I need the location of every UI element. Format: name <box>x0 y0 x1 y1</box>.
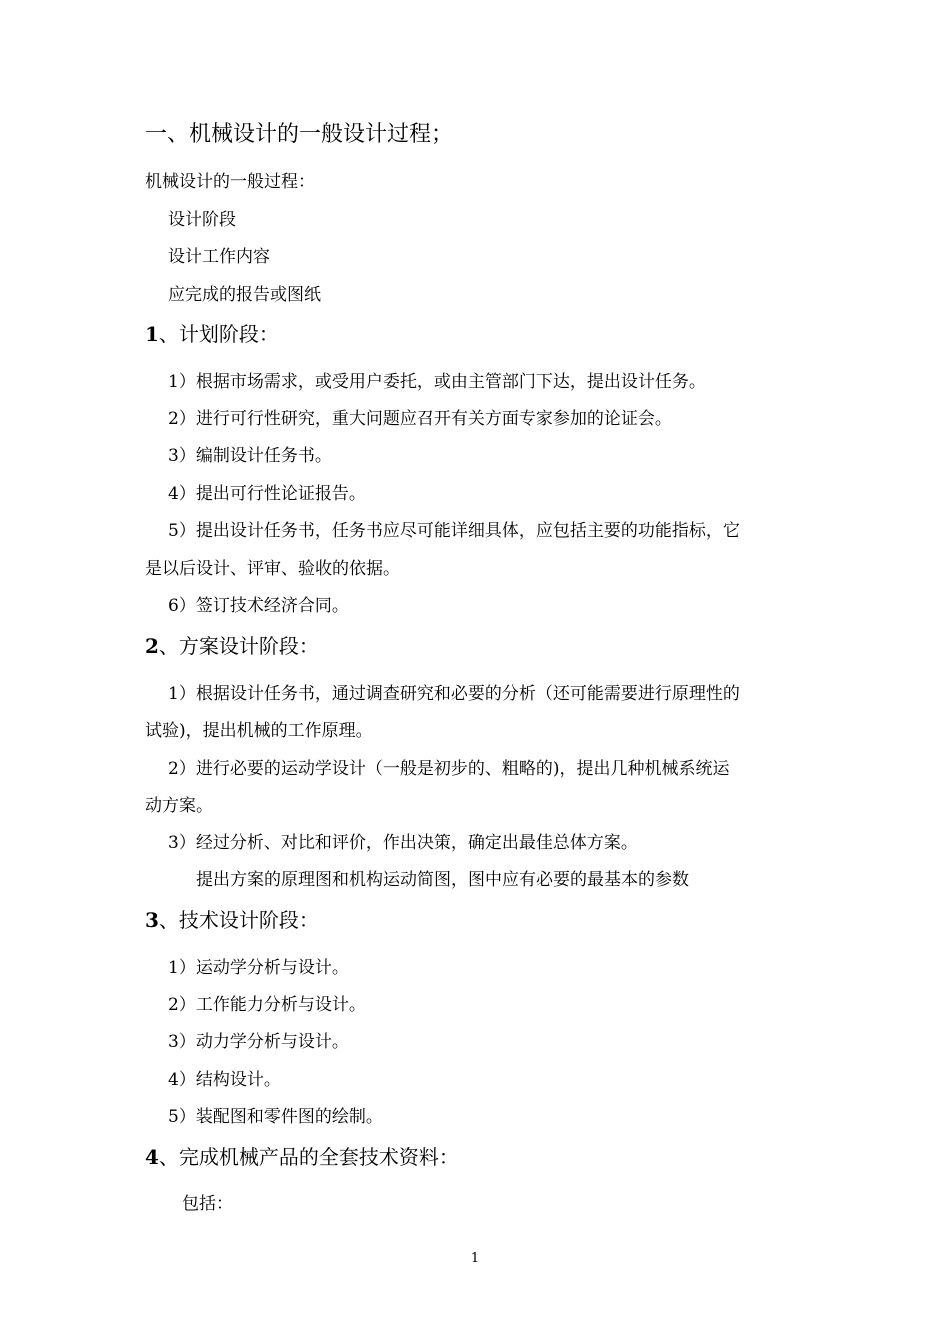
section-1-line-4: 4）提出可行性论证报告。 <box>168 484 366 504</box>
intro-lead: 机械设计的一般过程： <box>145 172 315 192</box>
section-1-heading <box>145 321 279 347</box>
section-3-number: 3 <box>145 908 159 932</box>
section-2-number: 2 <box>145 634 159 658</box>
section-3-line-5: 5）装配图和零件图的绘制。 <box>168 1107 383 1127</box>
intro-item-design-stage: 设计阶段 <box>168 210 236 230</box>
section-1-line-5: 5）提出设计任务书，任务书应尽可能详细具体，应包括主要的功能指标，它 <box>168 521 740 541</box>
section-2-line-4: 动方案。 <box>145 796 213 816</box>
section-1-line-1: 1）根据市场需求，或受用户委托，或由主管部门下达，提出设计任务。 <box>168 372 706 392</box>
section-3-line-1: 1）运动学分析与设计。 <box>168 958 349 978</box>
section-2-line-3: 2）进行必要的运动学设计（一般是初步的、粗略的)，提出几种机械系统运 <box>168 759 730 779</box>
section-3-heading <box>145 907 319 933</box>
section-1-line-6: 是以后设计、评审、验收的依据。 <box>145 559 400 579</box>
section-1-line-2: 2）进行可行性研究，重大问题应召开有关方面专家参加的论证会。 <box>168 409 672 429</box>
intro-item-reports: 应完成的报告或图纸 <box>168 285 321 305</box>
page-title: 一、机械设计的一般设计过程； <box>145 122 454 147</box>
section-4-heading <box>145 1144 459 1170</box>
section-3-line-4: 4）结构设计。 <box>168 1070 281 1090</box>
section-1-title: 、计划阶段： <box>158 322 279 346</box>
section-2-line-2: 试验)，提出机械的工作原理。 <box>145 721 373 741</box>
page-number: 1 <box>470 1251 480 1266</box>
section-1-number: 1 <box>145 322 159 346</box>
section-4-title: 、完成机械产品的全套技术资料： <box>158 1145 459 1169</box>
section-2-line-6: 提出方案的原理图和机构运动简图，图中应有必要的最基本的参数 <box>196 870 689 890</box>
section-2-line-1: 1）根据设计任务书，通过调查研究和必要的分析（还可能需要进行原理性的 <box>168 684 740 704</box>
section-1-line-7: 6）签订技术经济合同。 <box>168 596 349 616</box>
section-3-title: 、技术设计阶段： <box>158 908 319 932</box>
section-2-title: 、方案设计阶段： <box>158 634 319 658</box>
section-4-number: 4 <box>145 1145 159 1169</box>
section-4-line-1: 包括： <box>182 1194 233 1214</box>
section-1-line-3: 3）编制设计任务书。 <box>168 446 332 466</box>
intro-item-work-content: 设计工作内容 <box>168 247 270 267</box>
section-2-heading <box>145 633 319 659</box>
section-3-line-2: 2）工作能力分析与设计。 <box>168 995 366 1015</box>
section-3-line-3: 3）动力学分析与设计。 <box>168 1032 349 1052</box>
section-2-line-5: 3）经过分析、对比和评价，作出决策，确定出最佳总体方案。 <box>168 833 638 853</box>
